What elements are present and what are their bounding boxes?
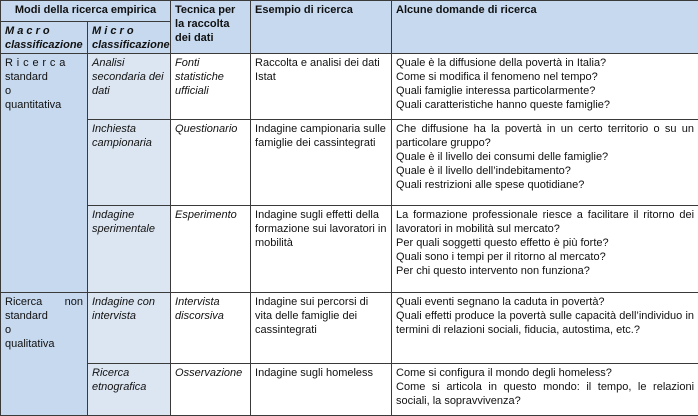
header-row-1 xyxy=(1,1,698,22)
question-item: Quale è la diffusione della povertà in Italia? xyxy=(396,56,694,70)
macro-line: standard xyxy=(5,70,83,84)
questions-cell xyxy=(392,293,698,364)
macro-line: Ricerca non xyxy=(5,295,83,309)
micro-cell: Analisi secondaria dei dati xyxy=(88,54,171,120)
macro-line: standard xyxy=(5,309,83,323)
macro-cell-qualitative xyxy=(1,293,88,416)
micro-cell: Indagine con intervista xyxy=(88,293,171,364)
question-item: Come si modifica il fenomeno nel tempo? xyxy=(396,70,694,84)
question-item: Quali effetti produce la povertà sulle capacità dell’individuo in termini di relazioni sociali, fiducia, autostima, etc.? xyxy=(396,309,694,337)
example-cell: Indagine sugli homeless xyxy=(251,364,392,416)
micro-cell: Inchiesta campionaria xyxy=(88,120,171,206)
macro-line: o xyxy=(5,323,83,337)
questions-cell xyxy=(392,120,698,206)
question-item: Quale è il livello dell’indebitamento? xyxy=(396,164,694,178)
macro-line: quantitativa xyxy=(5,98,83,112)
question-item: Come si configura il mondo degli homeless? xyxy=(396,366,694,380)
table-row xyxy=(1,54,698,120)
example-cell: Indagine sui percorsi di vita delle famiglie dei cassintegrati xyxy=(251,293,392,364)
technique-header: Tecnica per la raccolta dei dati xyxy=(171,1,251,54)
macro-header: M a c r o classificazione xyxy=(1,22,88,54)
table-row xyxy=(1,364,698,416)
technique-cell: Osservazione xyxy=(171,364,251,416)
question-item: La formazione professionale riesce a facilitare il ritorno dei lavoratori in mobilità sul mercato? xyxy=(396,208,694,236)
technique-cell: Fonti statistiche ufficiali xyxy=(171,54,251,120)
question-item: Per quali soggetti questo effetto è più forte? xyxy=(396,236,694,250)
question-item: Quali famiglie interessa particolarmente? xyxy=(396,84,694,98)
table-row xyxy=(1,293,698,364)
question-item: Che diffusione ha la povertà in un certo territorio o su un particolare gruppo? xyxy=(396,122,694,150)
group-title-header: Modi della ricerca empirica xyxy=(1,1,171,22)
technique-cell: Esperimento xyxy=(171,206,251,293)
questions-header: Alcune domande di ricerca xyxy=(392,1,698,54)
example-cell: Indagine sugli effetti della formazione sui lavoratori in mobilità xyxy=(251,206,392,293)
technique-cell: Questionario xyxy=(171,120,251,206)
macro-line: o xyxy=(5,84,83,98)
question-item: Quali eventi segnano la caduta in povertà? xyxy=(396,295,694,309)
questions-cell xyxy=(392,54,698,120)
example-header: Esempio di ricerca xyxy=(251,1,392,54)
example-cell: Raccolta e analisi dei dati Istat xyxy=(251,54,392,120)
table-row xyxy=(1,206,698,293)
questions-cell xyxy=(392,364,698,416)
question-item: Quali caratteristiche hanno queste famiglie? xyxy=(396,98,694,112)
micro-cell: Ricerca etnografica xyxy=(88,364,171,416)
question-item: Per chi questo intervento non funziona? xyxy=(396,264,694,278)
question-item: Quali restrizioni alle spese quotidiane? xyxy=(396,178,694,192)
macro-cell-quantitative xyxy=(1,54,88,293)
question-item: Quali sono i tempi per il ritorno al mercato? xyxy=(396,250,694,264)
macro-line: Ricerca xyxy=(5,56,83,70)
questions-cell xyxy=(392,206,698,293)
technique-cell: Intervista discorsiva xyxy=(171,293,251,364)
micro-header: M i c r o classificazione xyxy=(88,22,171,54)
example-cell: Indagine campionaria sulle famiglie dei cassintegrati xyxy=(251,120,392,206)
table-row xyxy=(1,120,698,206)
micro-cell: Indagine sperimentale xyxy=(88,206,171,293)
question-item: Quale è il livello dei consumi delle famiglie? xyxy=(396,150,694,164)
question-item: Come si articola in questo mondo: il tempo, le relazioni sociali, la sopravvivenza? xyxy=(396,380,694,408)
macro-line: qualitativa xyxy=(5,337,83,351)
